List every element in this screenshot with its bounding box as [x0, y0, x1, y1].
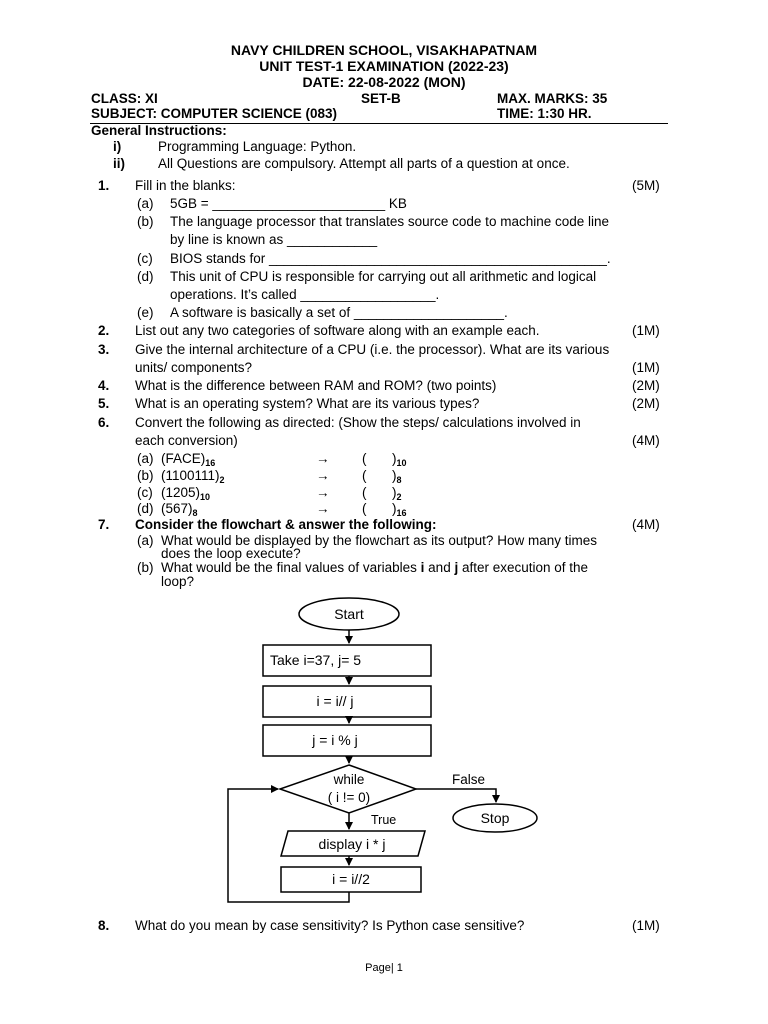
q6-marks: (4M) — [632, 433, 660, 448]
q6d-value: $(567)_8$ — [161, 501, 198, 518]
q1c-label: (c) — [137, 251, 153, 266]
q3-number: 3. — [98, 342, 110, 357]
q5-text: What is an operating system? What are its various types? — [135, 396, 480, 411]
q6-text: Convert the following as directed: (Show the steps/ calculations involved in — [135, 415, 581, 430]
max-marks: MAX. MARKS: 35 — [497, 91, 608, 106]
q6a-value: $(FACE)_{16}$ — [161, 451, 216, 468]
instruction-num: ii) — [113, 156, 125, 171]
q2-number: 2. — [98, 323, 110, 338]
class-label: CLASS: XI — [91, 91, 158, 106]
q1-text: Fill in the blanks: — [135, 178, 236, 193]
arrow-icon: → — [316, 501, 330, 516]
q6c-target: )$_2$ — [392, 485, 402, 502]
step1-label: i = i// j — [316, 693, 354, 709]
q3-text: Give the internal architecture of a CPU (i.e. the processor). What are its various — [135, 342, 610, 357]
q5-number: 5. — [98, 396, 110, 411]
q6d-open-paren: ( — [362, 501, 367, 516]
q1a-text: 5GB = _______________________ KB — [170, 196, 407, 211]
q8-text: What do you mean by case sensitivity? Is Python case sensitive? — [135, 918, 525, 933]
instruction-text: Programming Language: Python. — [158, 139, 357, 154]
q1-number: 1. — [98, 178, 110, 193]
false-label: False — [452, 772, 486, 787]
step2-label: j = i % j — [312, 732, 358, 748]
q6b-open-paren: ( — [362, 468, 367, 483]
q8-marks: (1M) — [632, 918, 660, 933]
q7a-label: (a) — [137, 533, 154, 548]
q7-marks: (4M) — [632, 517, 660, 532]
q1c-text: BIOS stands for _____________________________________________. — [170, 251, 611, 266]
exam-date: DATE: 22-08-2022 (MON) — [302, 74, 466, 90]
q6b-target: )$_8$ — [392, 468, 402, 485]
q6c-open-paren: ( — [362, 485, 367, 500]
page-number: Page| 1 — [365, 962, 403, 974]
q4-text: What is the difference between RAM and ROM? (two points) — [135, 378, 497, 393]
q6b-value: $(1100111)_2$ — [161, 468, 225, 485]
q1e-label: (e) — [137, 305, 154, 320]
q6-number: 6. — [98, 415, 110, 430]
q6a-open-paren: ( — [362, 451, 367, 466]
false-arrow — [416, 789, 496, 802]
q1e-text: A software is basically a set of ____________________. — [170, 305, 508, 320]
q6a-label: (a) — [137, 451, 154, 466]
init-label: Take i=37, j= 5 — [270, 652, 362, 668]
q3-marks: (1M) — [632, 360, 660, 375]
q2-text: List out any two categories of software along with an example each. — [135, 323, 540, 338]
q1-marks: (5M) — [632, 178, 660, 193]
q1d-text-cont: operations. It’s called __________________. — [170, 287, 440, 302]
subject-label: SUBJECT: COMPUTER SCIENCE (083) — [91, 106, 338, 121]
q8-number: 8. — [98, 918, 110, 933]
school-name: NAVY CHILDREN SCHOOL, VISAKHAPATNAM — [230, 42, 538, 58]
q6c-value: $(1205)_{10}$ — [161, 485, 211, 502]
q6b-label: (b) — [137, 468, 154, 483]
decision-label-1: while — [333, 772, 365, 787]
q1b-text-cont: by line is known as ____________ — [170, 232, 378, 247]
q5-marks: (2M) — [632, 396, 660, 411]
q6d-target: )$_{16}$ — [392, 501, 407, 518]
step3-label: i = i//2 — [332, 871, 370, 887]
q6d-label: (d) — [137, 501, 154, 516]
q7-number: 7. — [98, 517, 110, 532]
stop-label: Stop — [480, 810, 510, 826]
q2-marks: (1M) — [632, 323, 660, 338]
time-label: TIME: 1:30 HR. — [497, 106, 592, 121]
arrow-icon: → — [316, 485, 330, 500]
q6-text-cont: each conversion) — [135, 433, 238, 448]
q1b-label: (b) — [137, 214, 154, 229]
q7a-text-cont: does the loop execute? — [161, 546, 301, 561]
q7b-label: (b) — [137, 560, 154, 575]
q6c-label: (c) — [137, 485, 153, 500]
q1d-text: This unit of CPU is responsible for carrying out all arithmetic and logical — [170, 269, 597, 284]
q4-number: 4. — [98, 378, 110, 393]
set-label: SET-B — [361, 91, 401, 106]
q4-marks: (2M) — [632, 378, 660, 393]
q7-text: Consider the flowchart & answer the following: — [135, 517, 437, 532]
instruction-text: All Questions are compulsory. Attempt all parts of a question at once. — [158, 156, 570, 171]
q1a-label: (a) — [137, 196, 154, 211]
q1d-label: (d) — [137, 269, 154, 284]
q7a-text: What would be displayed by the flowchart as its output? How many times — [161, 533, 597, 548]
start-label: Start — [334, 606, 364, 622]
arrow-icon: → — [316, 468, 330, 483]
q7b-text-cont: loop? — [161, 574, 195, 589]
q1b-text: The language processor that translates source code to machine code line — [170, 214, 610, 229]
q3-text-cont: units/ components? — [135, 360, 253, 375]
q7b-text: What would be the final values of variables i and j after execution of the — [161, 560, 589, 575]
true-label: True — [371, 813, 397, 827]
arrow-icon: → — [316, 451, 330, 466]
instruction-num: i) — [113, 139, 122, 154]
instructions-heading: General Instructions: — [91, 123, 227, 138]
decision-label-2: ( i != 0) — [327, 790, 371, 805]
display-label: display i * j — [318, 836, 386, 852]
exam-title: UNIT TEST-1 EXAMINATION (2022-23) — [259, 58, 509, 74]
q6a-target: )$_{10}$ — [392, 451, 407, 468]
